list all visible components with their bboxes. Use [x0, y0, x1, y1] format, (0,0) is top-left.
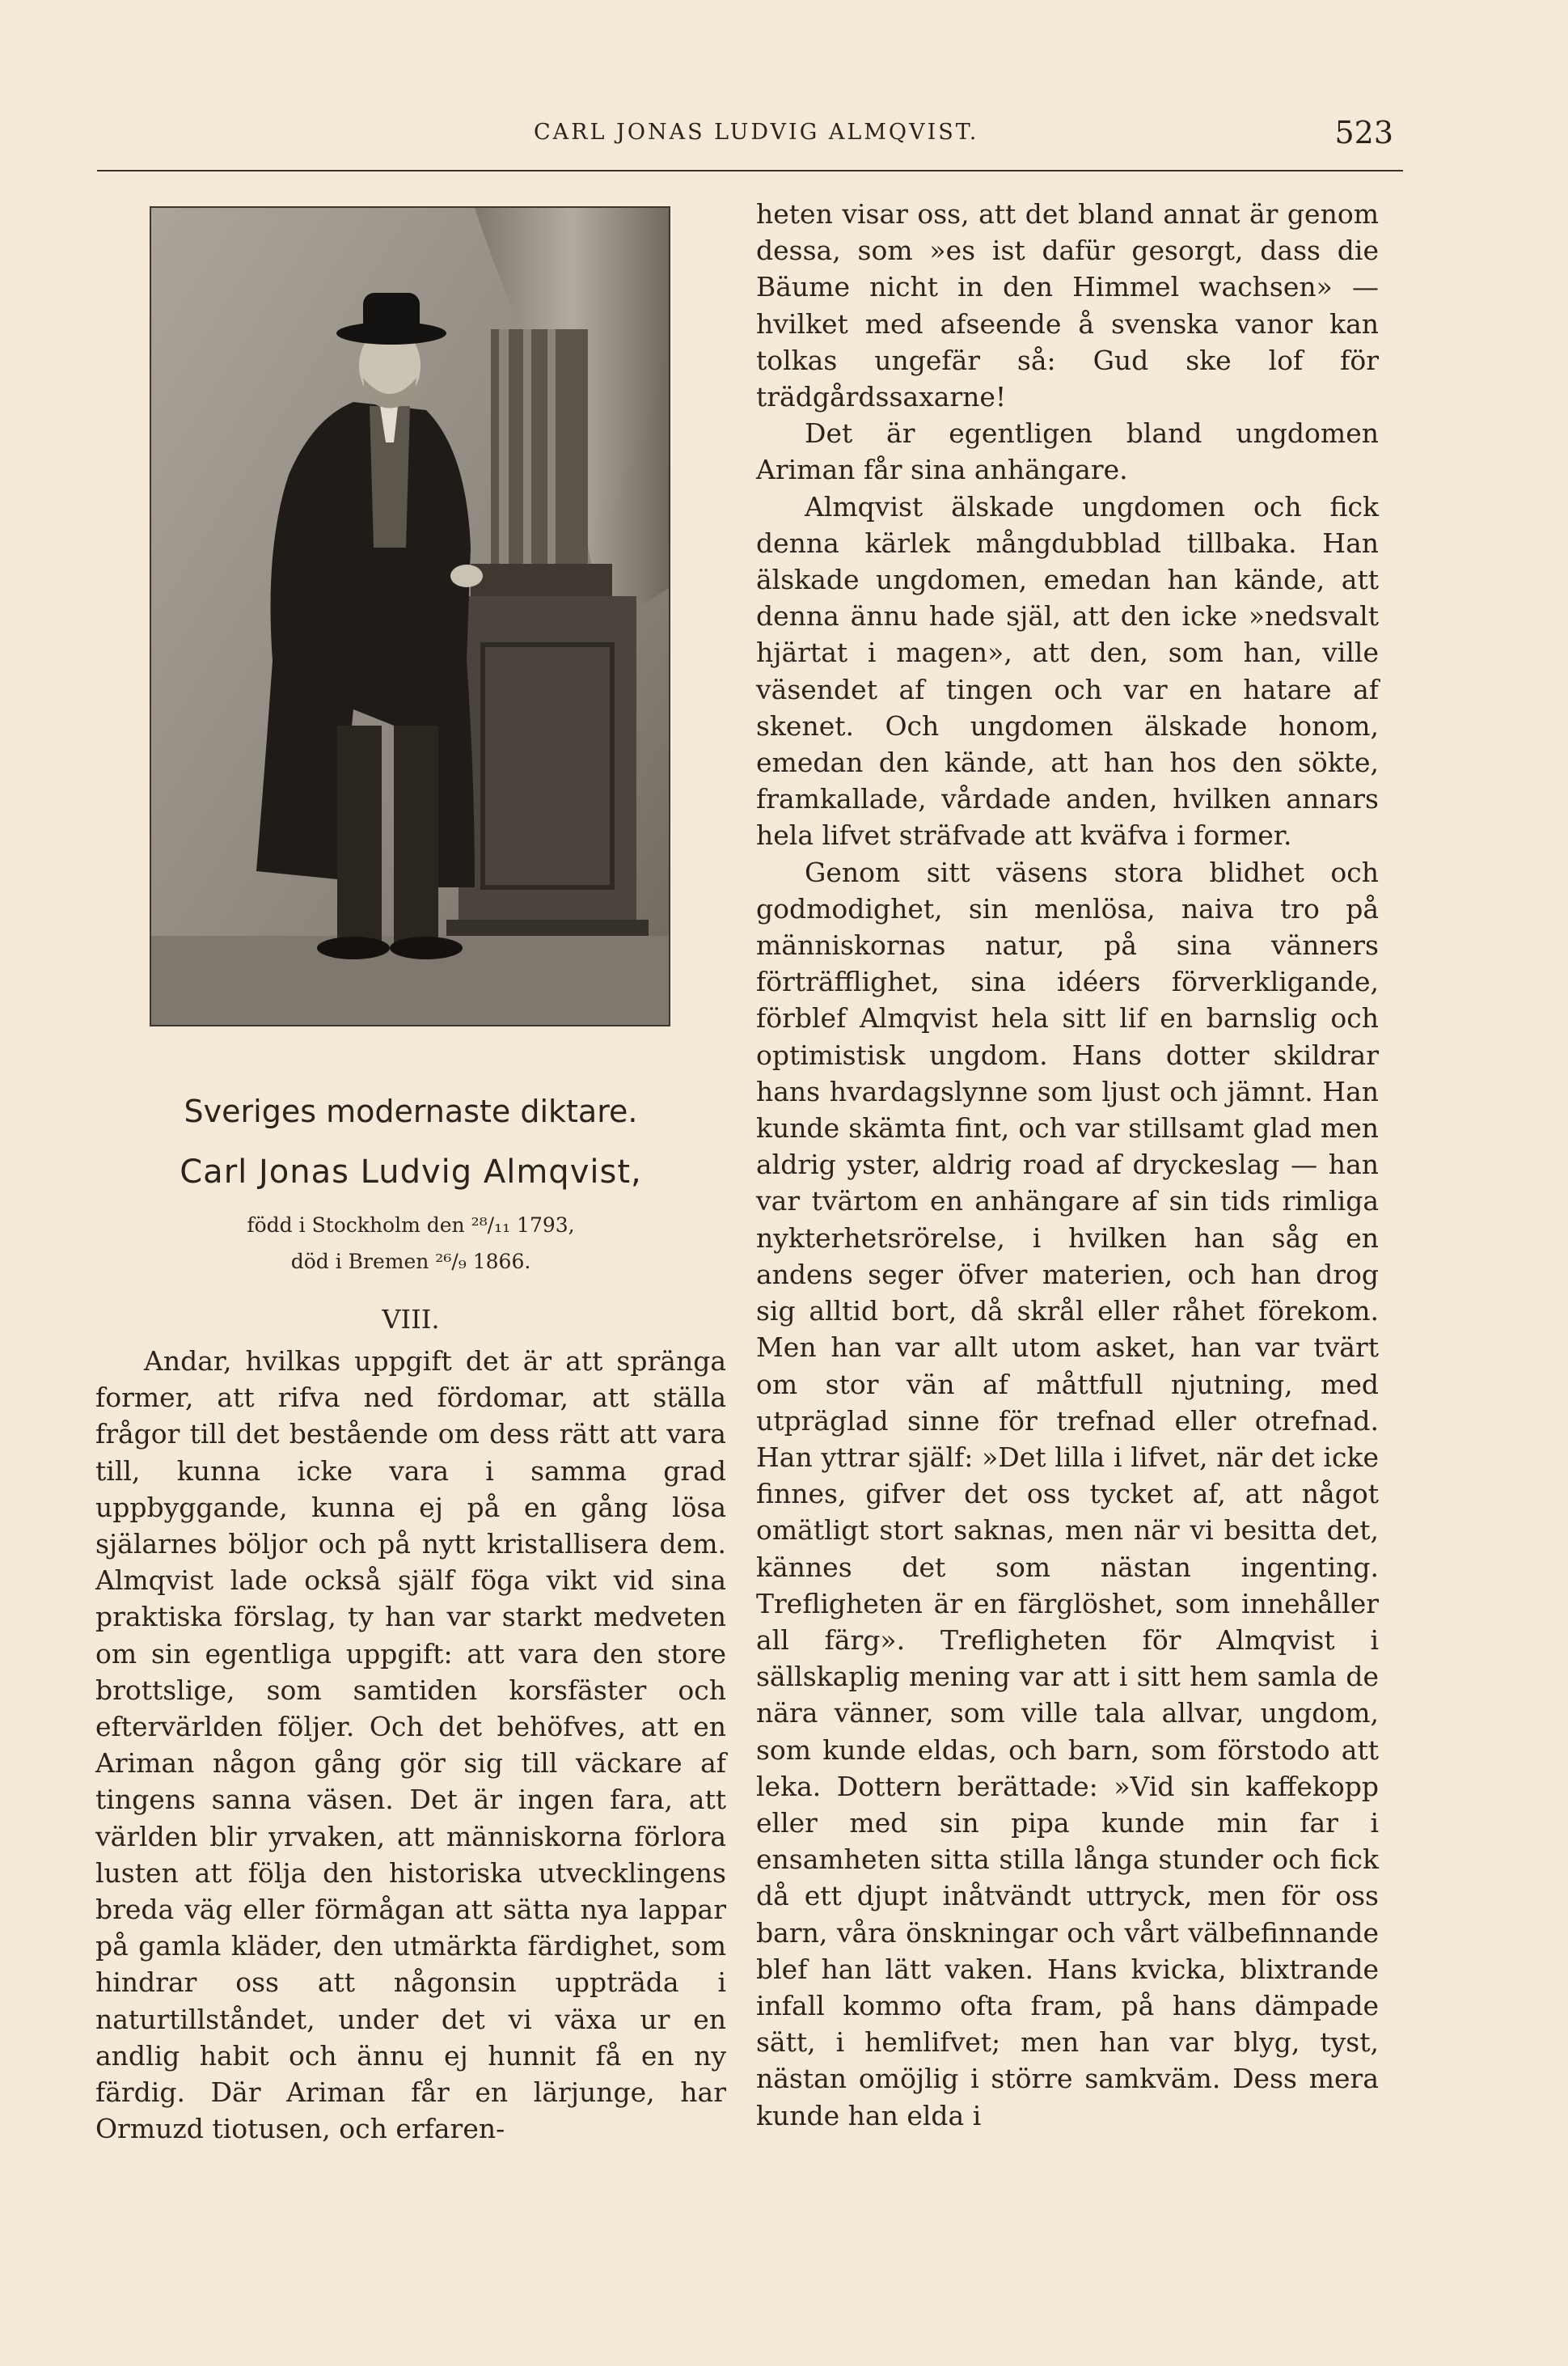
- left-column-text: [95, 1343, 726, 2147]
- paragraph: heten visar oss, att det bland annat är genom dessa, som »es ist dafür gesorgt, dass die Bäume nicht in den Himmel wachsen» — hvilket med afseende å svenska vanor kan tolkas ungefär så: Gud ske lof för trädgårdssaxarne!: [756, 198, 1379, 413]
- paragraph: Almqvist älskade ungdomen och fick denna kärlek mångdubblad tillbaka. Han älskade ungdomen, emedan han kände, att denna ännu hade själ, att den icke »nedsvalt hjärtat i magen», att den, som han, ville väsendet af tingen och var en hatare af skenet. Och ungdomen älskade honom, emedan den kände, att han hos den sökte, framkallade, vårdade anden, hvilken annars hela lifvet sträfvade att kväfva i former.: [756, 490, 1379, 852]
- caption-name: Carl Jonas Ludvig Almqvist,: [180, 1153, 642, 1191]
- paragraph: Det är egentligen bland ungdomen Ariman får sina anhängare.: [756, 417, 1379, 486]
- page-header: [97, 113, 1403, 171]
- paragraph: Andar, hvilkas uppgift det är att spränga former, att rifva ned fördomar, att ställa frågor till det bestående om dess rätt att vara till, kunna icke vara i samma grad uppbyggande, kunna ej på en gång lösa själarnes böljor och på nytt kristallisera dem. Almqvist lade också själf föga vikt vid sina praktiska förslag, ty han var starkt medveten om sin egentliga uppgift: att vara den store brottslige, som samtiden korsfäster och eftervärlden följer. Och det behöfves, att en Ariman någon gång gör sig till väckare af tingens sanna väsen. Det är ingen fara, att världen blir yrvaken, att människorna förlora lusten att följa den historiska utvecklingens breda väg eller förmågan att sätta nya lappar på gamla kläder, den utmärkta färdighet, som hindrar oss att någonsin uppträda i naturtillståndet, under det vi växa ur en andlig habit och ännu ej hunnit få en ny färdig. Där Ariman får en lärjunge, har Ormuzd tiotusen, och erfaren-: [95, 1345, 726, 2145]
- section-number: VIII.: [382, 1304, 440, 1335]
- portrait-illustration: [151, 208, 669, 1025]
- right-column-text: [756, 196, 1379, 2134]
- page-number: 523: [1334, 115, 1393, 150]
- caption-title: Sveriges modernaste diktare.: [184, 1094, 638, 1129]
- caption-born: född i Stockholm den ²⁸/₁₁ 1793,: [247, 1213, 575, 1237]
- running-head: CARL JONAS LUDVIG ALMQVIST.: [534, 120, 979, 145]
- caption-died: död i Bremen ²⁶/₉ 1866.: [290, 1250, 531, 1273]
- portrait-photograph: [150, 206, 670, 1026]
- paragraph: Genom sitt väsens stora blidhet och godmodighet, sin menlösa, naiva tro på människornas natur, på sina vänners förträfflighet, sina idéers förverkligande, förblef Almqvist hela sitt lif en barnslig och optimistisk ungdom. Hans dotter skildrar hans hvardagslynne som ljust och jämnt. Han kunde skämta fint, och var stillsamt glad men aldrig yster, aldrig road af dryckeslag — han var tvärtom en anhängare af sin tids rimliga nykterhetsrörelse, i hvilken han såg en andens seger öfver materien, och han drog sig alltid bort, då skrål eller råhet förekom. Men han var allt utom asket, han var tvärt om stor vän af måttfull njutning, med utpräglad sinne för trefnad eller otrefnad. Han yttrar själf: »Det lilla i lifvet, när det icke finnes, gifver det oss tycket af, att något omätligt stort saknas, men när vi besitta det, kännes det som nästan ingenting. Trefligheten är en färglöshet, som innehåller all färg». Trefligheten för Almqvist i sällskaplig mening var att i sitt hem samla de nära vänner, som ville tala allvar, ungdom, som kunde eldas, och barn, som förstodo att leka. Dottern berättade: »Vid sin kaffekopp eller med sin pipa kunde min far i ensamheten sitta stilla långa stunder och fick då ett djupt inåtvändt uttryck, men för oss barn, våra önskningar och vårt välbefinnande blef han lätt vaken. Hans kvicka, blixtrande infall kommo ofta fram, på hans dämpade sätt, i hemlifvet; men han var blyg, tyst, nästan omöjlig i större samkväm. Dess mera kunde han elda i: [756, 856, 1379, 2131]
